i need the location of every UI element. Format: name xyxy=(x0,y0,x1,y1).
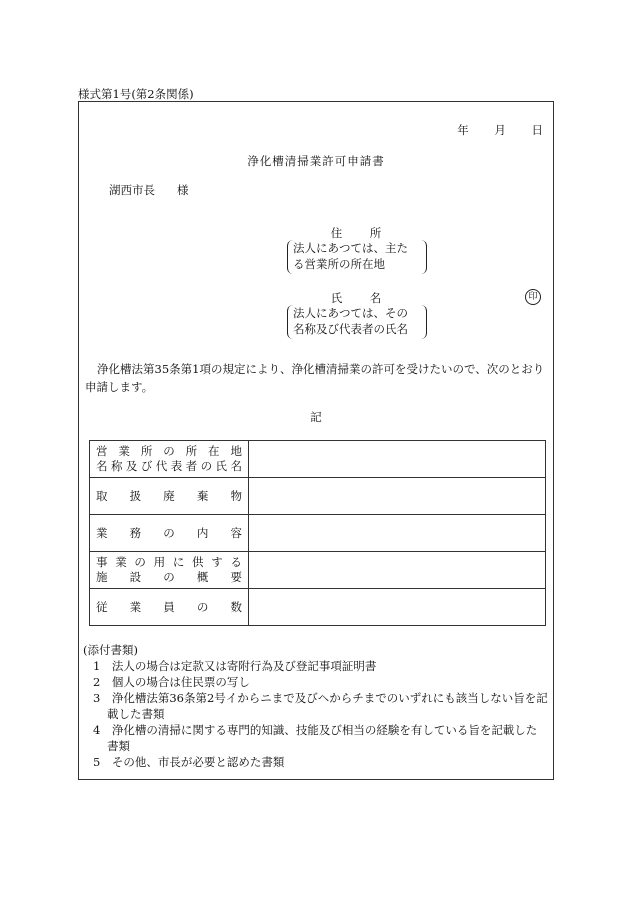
name-bracket-note xyxy=(287,305,427,339)
label-char: 氏 xyxy=(215,459,227,473)
label-char: 表 xyxy=(170,459,183,473)
label-char: 及 xyxy=(125,459,138,473)
row-label-line xyxy=(96,570,242,585)
seal-mark: 印 xyxy=(525,289,541,305)
row-label xyxy=(90,441,249,478)
label-char: 者 xyxy=(185,459,198,473)
label-char: の xyxy=(196,599,209,614)
label-char: 容 xyxy=(230,525,242,540)
label-char: 営 xyxy=(96,444,108,458)
label-char: 物 xyxy=(230,488,242,503)
value-cell[interactable] xyxy=(249,515,546,552)
attachments-list xyxy=(83,658,548,770)
row-label-line xyxy=(96,555,242,570)
label-char: 務 xyxy=(129,525,142,540)
label-char: に xyxy=(172,555,185,569)
label-char: 施 xyxy=(96,570,108,584)
label-char: 名 xyxy=(96,459,108,473)
label-char: の xyxy=(134,555,146,569)
row-label xyxy=(90,589,249,626)
date-day: 日 xyxy=(531,123,543,137)
address-note-line2: る営業所の所在地 xyxy=(293,257,385,271)
label-char: 内 xyxy=(196,525,209,540)
value-cell[interactable] xyxy=(249,478,546,515)
address-note-line1: 法人にあつては、主た xyxy=(293,241,408,255)
label-char: 所 xyxy=(140,444,153,458)
label-char: る xyxy=(230,555,242,569)
attachment-item: 1 法人の場合は定款又は寄附行為及び登記事項証明書 xyxy=(93,659,377,673)
attachment-item: 2 個人の場合は住民票の写し xyxy=(93,675,250,689)
date-year: 年 xyxy=(457,123,469,137)
label-char: 設 xyxy=(129,570,142,584)
addressee xyxy=(109,182,189,198)
label-char: 供 xyxy=(192,555,204,569)
table-row xyxy=(90,441,546,478)
value-cell[interactable] xyxy=(249,441,546,478)
row-label-line xyxy=(96,444,242,459)
label-char: 所 xyxy=(185,444,198,458)
label-char: 事 xyxy=(96,555,108,569)
label-char: 代 xyxy=(155,459,168,473)
label-char: の xyxy=(163,444,175,458)
address-bracket-note xyxy=(287,240,427,274)
label-char: 在 xyxy=(208,444,220,458)
label-char: 業 xyxy=(96,525,108,540)
value-cell[interactable] xyxy=(249,552,546,589)
label-char: び xyxy=(140,459,153,473)
table-row xyxy=(90,478,546,515)
attachment-item: 4 浄化槽の清掃に関する専門的知識、技能及び相当の経験を有している旨を記載した書類 xyxy=(93,723,538,753)
table-row xyxy=(90,515,546,552)
label-char: す xyxy=(211,555,223,569)
label-char: の xyxy=(163,570,175,584)
ki-heading: 記 xyxy=(310,410,322,424)
document-title: 浄化槽清掃業許可申請書 xyxy=(247,154,385,168)
row-label-line xyxy=(96,459,242,474)
application-details-table xyxy=(89,440,546,626)
label-char: の xyxy=(163,525,175,540)
label-char: 数 xyxy=(230,599,242,614)
label-char: 業 xyxy=(115,555,127,569)
addressee-honorific: 様 xyxy=(177,183,189,197)
row-label xyxy=(90,552,249,589)
label-char: 概 xyxy=(196,570,209,584)
label-char: 廃 xyxy=(163,488,175,503)
name-heading: 氏 名 xyxy=(330,291,390,305)
label-char: 員 xyxy=(163,599,175,614)
row-label-line xyxy=(96,600,242,615)
label-char: 扱 xyxy=(129,488,142,503)
date-line xyxy=(435,122,543,138)
application-statement: 浄化槽法第35条第1項の規定により、浄化槽清掃業の許可を受けたいので、次のとおり申請します。 xyxy=(85,362,545,394)
table-row xyxy=(90,589,546,626)
row-label xyxy=(90,478,249,515)
label-char: 名 xyxy=(230,459,242,473)
label-char: 取 xyxy=(96,488,108,503)
label-char: 業 xyxy=(118,444,130,458)
attachment-item: 5 その他、市長が必要と認めた書類 xyxy=(93,755,285,769)
attachments-title: (添付書類) xyxy=(83,643,138,657)
label-char: 称 xyxy=(110,459,123,473)
label-char: 地 xyxy=(230,444,242,458)
name-note-line2: 名称及び代表者の氏名 xyxy=(293,322,408,336)
label-char: 業 xyxy=(129,599,142,614)
name-note-line1: 法人にあつては、その xyxy=(293,306,408,320)
date-month: 月 xyxy=(494,123,506,137)
addressee-name: 湖西市長 xyxy=(109,183,155,197)
label-char: 要 xyxy=(230,570,242,584)
attachment-item: 3 浄化槽法第36条第2号イからニまで及びヘからチまでのいずれにも該当しない旨を記載した書類 xyxy=(93,691,548,721)
row-label-line xyxy=(96,489,242,504)
value-cell[interactable] xyxy=(249,589,546,626)
label-char: 棄 xyxy=(196,488,209,503)
form-number-label: 様式第1号(第2条関係) xyxy=(78,87,194,101)
address-heading: 住 所 xyxy=(330,226,390,240)
application-form-frame xyxy=(78,101,554,780)
label-char: 用 xyxy=(153,555,166,569)
label-char: の xyxy=(200,459,213,473)
row-label-line xyxy=(96,526,242,541)
row-label xyxy=(90,515,249,552)
table-row xyxy=(90,552,546,589)
label-char: 従 xyxy=(96,599,108,614)
